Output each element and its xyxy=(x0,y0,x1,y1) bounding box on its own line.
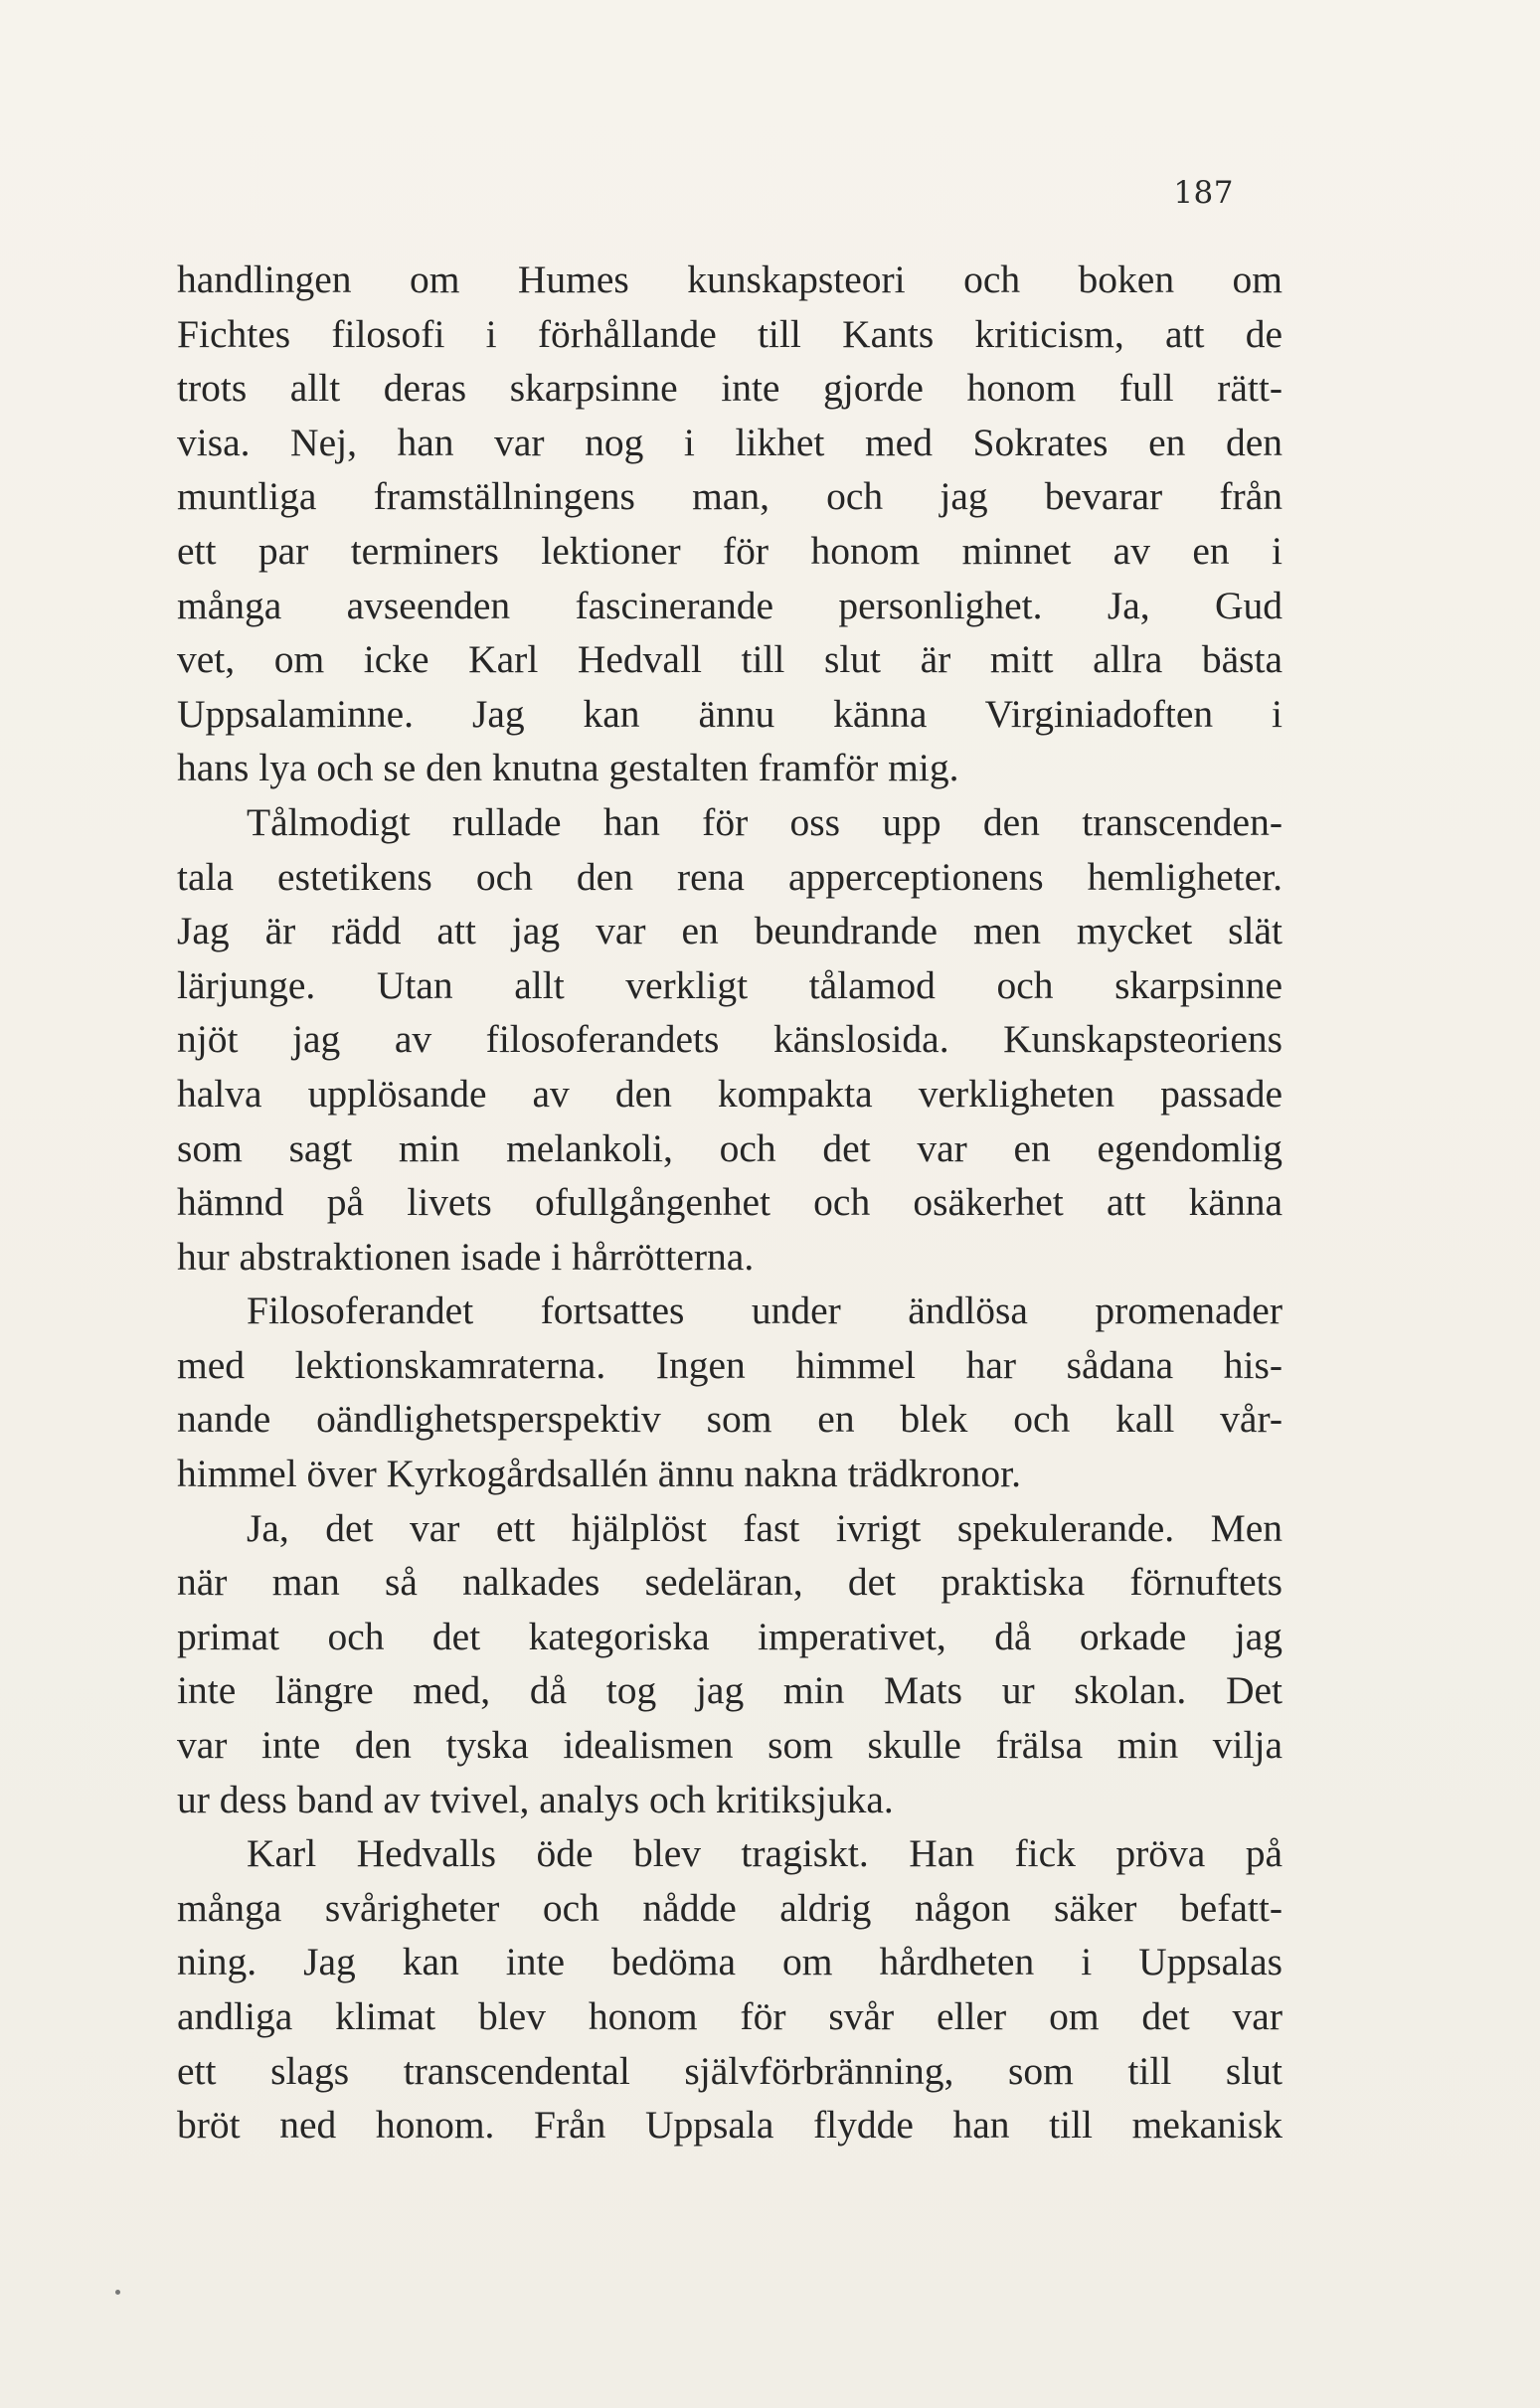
text-line: muntliga framställningens man, och jag bevarar från xyxy=(177,474,1283,519)
text-line: ett par terminers lektioner för honom minnet av en i xyxy=(177,528,1283,573)
text-line: trots allt deras skarpsinne inte gjorde honom full rätt- xyxy=(177,366,1283,411)
text-line: hur abstraktionen isade i hårrötterna. xyxy=(177,1234,755,1279)
text-line: ur dess band av tvivel, analys och kritiksjuka. xyxy=(177,1777,894,1821)
text-line: andliga klimat blev honom för svår eller om det var xyxy=(177,1994,1283,2038)
text-line: vet, om icke Karl Hedvall till slut är mitt allra bästa xyxy=(177,637,1283,682)
text-line: Uppsalaminne. Jag kan ännu känna Virginiadoften i xyxy=(177,691,1283,736)
text-line: tala estetikens och den rena apperceptionens hemligheter. xyxy=(177,854,1283,899)
text-line: primat och det kategoriska imperativet, då orkade jag xyxy=(177,1614,1283,1658)
text-line: halva upplösande av den kompakta verkligheten passade xyxy=(177,1071,1283,1116)
text-line: njöt jag av filosoferandets känslosida. Kunskapsteoriens xyxy=(177,1017,1283,1062)
page-number: 187 xyxy=(1173,175,1234,211)
text-line: Karl Hedvalls öde blev tragiskt. Han fick pröva på xyxy=(247,1831,1283,1876)
paragraph xyxy=(177,795,1283,1284)
text-line: Fichtes filosofi i förhållande till Kants kriticism, att de xyxy=(177,311,1283,356)
text-line: Jag är rädd att jag var en beundrande men mycket slät xyxy=(177,909,1283,953)
text-line: många svårigheter och nådde aldrig någon säker befatt- xyxy=(177,1885,1283,1930)
text-line: många avseenden fascinerande personlighet. Ja, Gud xyxy=(177,583,1283,627)
body-text xyxy=(177,253,1283,2152)
text-line: när man så nalkades sedeläran, det praktiska förnuftets xyxy=(177,1560,1283,1605)
paragraph xyxy=(177,253,1283,795)
print-speck xyxy=(115,2290,120,2295)
text-line: som sagt min melankoli, och det var en egendomlig xyxy=(177,1125,1283,1170)
text-line: visa. Nej, han var nog i likhet med Sokrates en den xyxy=(177,420,1283,464)
text-line: ett slags transcendental självförbränning, som till slut xyxy=(177,2048,1283,2093)
text-line: nande oändlighetsperspektiv som en blek och kall vår- xyxy=(177,1397,1283,1442)
paragraph xyxy=(177,1826,1283,2152)
text-line: hans lya och se den knutna gestalten framför mig. xyxy=(177,746,959,790)
text-line: lärjunge. Utan allt verkligt tålamod och skarpsinne xyxy=(177,962,1283,1007)
paragraph xyxy=(177,1284,1283,1500)
text-line: med lektionskamraterna. Ingen himmel har sådana his- xyxy=(177,1342,1283,1387)
text-line: Filosoferandet fortsattes under ändlösa promenader xyxy=(247,1289,1283,1333)
paragraph xyxy=(177,1501,1283,1827)
text-line: himmel över Kyrkogårdsallén ännu nakna trädkronor. xyxy=(177,1452,1021,1496)
text-line: Ja, det var ett hjälplöst fast ivrigt spekulerande. Men xyxy=(247,1505,1283,1550)
text-line: Tålmodigt rullade han för oss upp den transcenden- xyxy=(247,799,1283,844)
text-line: handlingen om Humes kunskapsteori och boken om xyxy=(177,258,1283,301)
text-line: inte längre med, då tog jag min Mats ur skolan. Det xyxy=(177,1668,1283,1713)
text-line: hämnd på livets ofullgångenhet och osäkerhet att känna xyxy=(177,1180,1283,1225)
text-line: ning. Jag kan inte bedöma om hårdheten i Uppsalas xyxy=(177,1940,1283,1984)
text-line: var inte den tyska idealismen som skulle frälsa min vilja xyxy=(177,1723,1283,1768)
text-line: bröt ned honom. Från Uppsala flydde han till mekanisk xyxy=(177,2103,1283,2148)
